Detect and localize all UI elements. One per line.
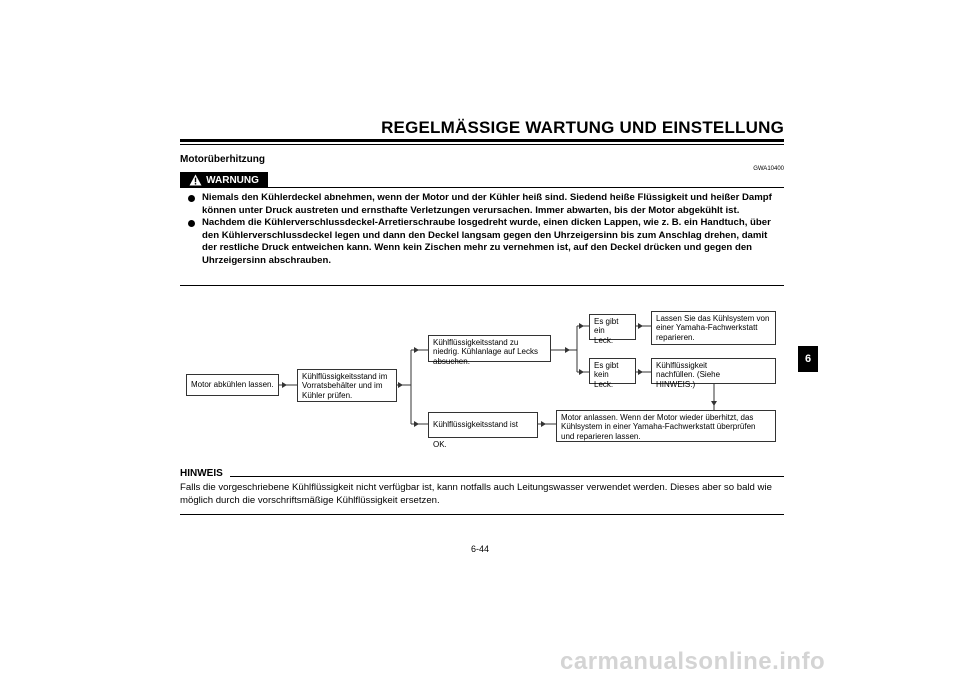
flow-step-check: Kühlflüssigkeitsstand im Vorratsbehälter und im Kühler prüfen.	[297, 369, 397, 402]
warning-item	[188, 217, 784, 267]
warning-triangle-icon	[189, 174, 202, 186]
flow-step-leak: Es gibt ein Leck.	[589, 314, 636, 340]
warning-code: GWA10400	[753, 166, 784, 172]
flow-step-restart: Motor anlassen. Wenn der Motor wieder überhitzt, das Kühlsystem in einer Yamaha-Fachwerkstatt überprüfen und reparieren lassen.	[556, 410, 776, 442]
chapter-tab: 6	[798, 346, 818, 372]
note-end-rule	[180, 514, 784, 515]
warning-label: WARNUNG	[206, 174, 259, 186]
section-title: Motorüberhitzung	[180, 154, 265, 165]
flow-step-level-ok: Kühlflüssigkeitsstand ist OK.	[428, 412, 538, 438]
warning-end-rule	[180, 285, 784, 286]
page-number: 6-44	[470, 544, 489, 554]
bullet-icon	[188, 220, 195, 227]
header-rule-thick	[180, 139, 784, 142]
note-rule	[230, 476, 784, 477]
flow-step-start: Motor abkühlen lassen.	[186, 374, 279, 396]
header-rule-thin	[180, 144, 784, 145]
flow-step-refill: Kühlflüssigkeit nachfüllen. (Siehe HINWEIS.)	[651, 358, 776, 384]
note-label: HINWEIS	[180, 468, 223, 479]
watermark: carmanualsonline.info	[560, 648, 826, 675]
flow-step-low-level: Kühlflüssigkeitsstand zu niedrig. Kühlanlage auf Lecks absuchen.	[428, 335, 551, 362]
bullet-icon	[188, 195, 195, 202]
warning-item	[188, 192, 784, 217]
warning-item-text: Niemals den Kühlerdeckel abnehmen, wenn der Motor und der Kühler heiß sind. Siedend heiße Flüssigkeit und heißer Dampf können unter Druck austreten und ernsthafte Verletzungen verursachen. Immer abwarten, bis der Motor abgekühlt ist.	[202, 192, 772, 216]
flow-step-repair: Lassen Sie das Kühlsystem von einer Yamaha-Fachwerkstatt reparieren.	[651, 311, 776, 345]
warning-item-text: Nachdem die Kühlerverschlussdeckel-Arretierschraube losgedreht wurde, einen dicken Lappen, wie z. B. ein Handtuch, über den Kühlerverschlussdeckel legen und dann den Deckel langsam gegen den Uhrzeigersinn bis zum Anschlag drehen, damit der restliche Druck entweichen kann. Wenn kein Zischen mehr zu vernehmen ist, auf den Deckel drücken und gegen den Uhrzeigersinn abschrauben.	[202, 217, 771, 266]
warning-list	[188, 192, 784, 268]
flow-step-no-leak: Es gibt kein Leck.	[589, 358, 636, 384]
warning-rule	[268, 187, 784, 188]
warning-badge	[180, 172, 268, 188]
page-header-title: REGELMÄSSIGE WARTUNG UND EINSTELLUNG	[381, 118, 784, 137]
note-text: Falls die vorgeschriebene Kühlflüssigkeit nicht verfügbar ist, kann notfalls auch Leitungswasser verwendet werden. Dieses aber so bald wie möglich durch die vorschriftsmäßige Kühlflüssigkeit ersetzen.	[180, 482, 772, 506]
